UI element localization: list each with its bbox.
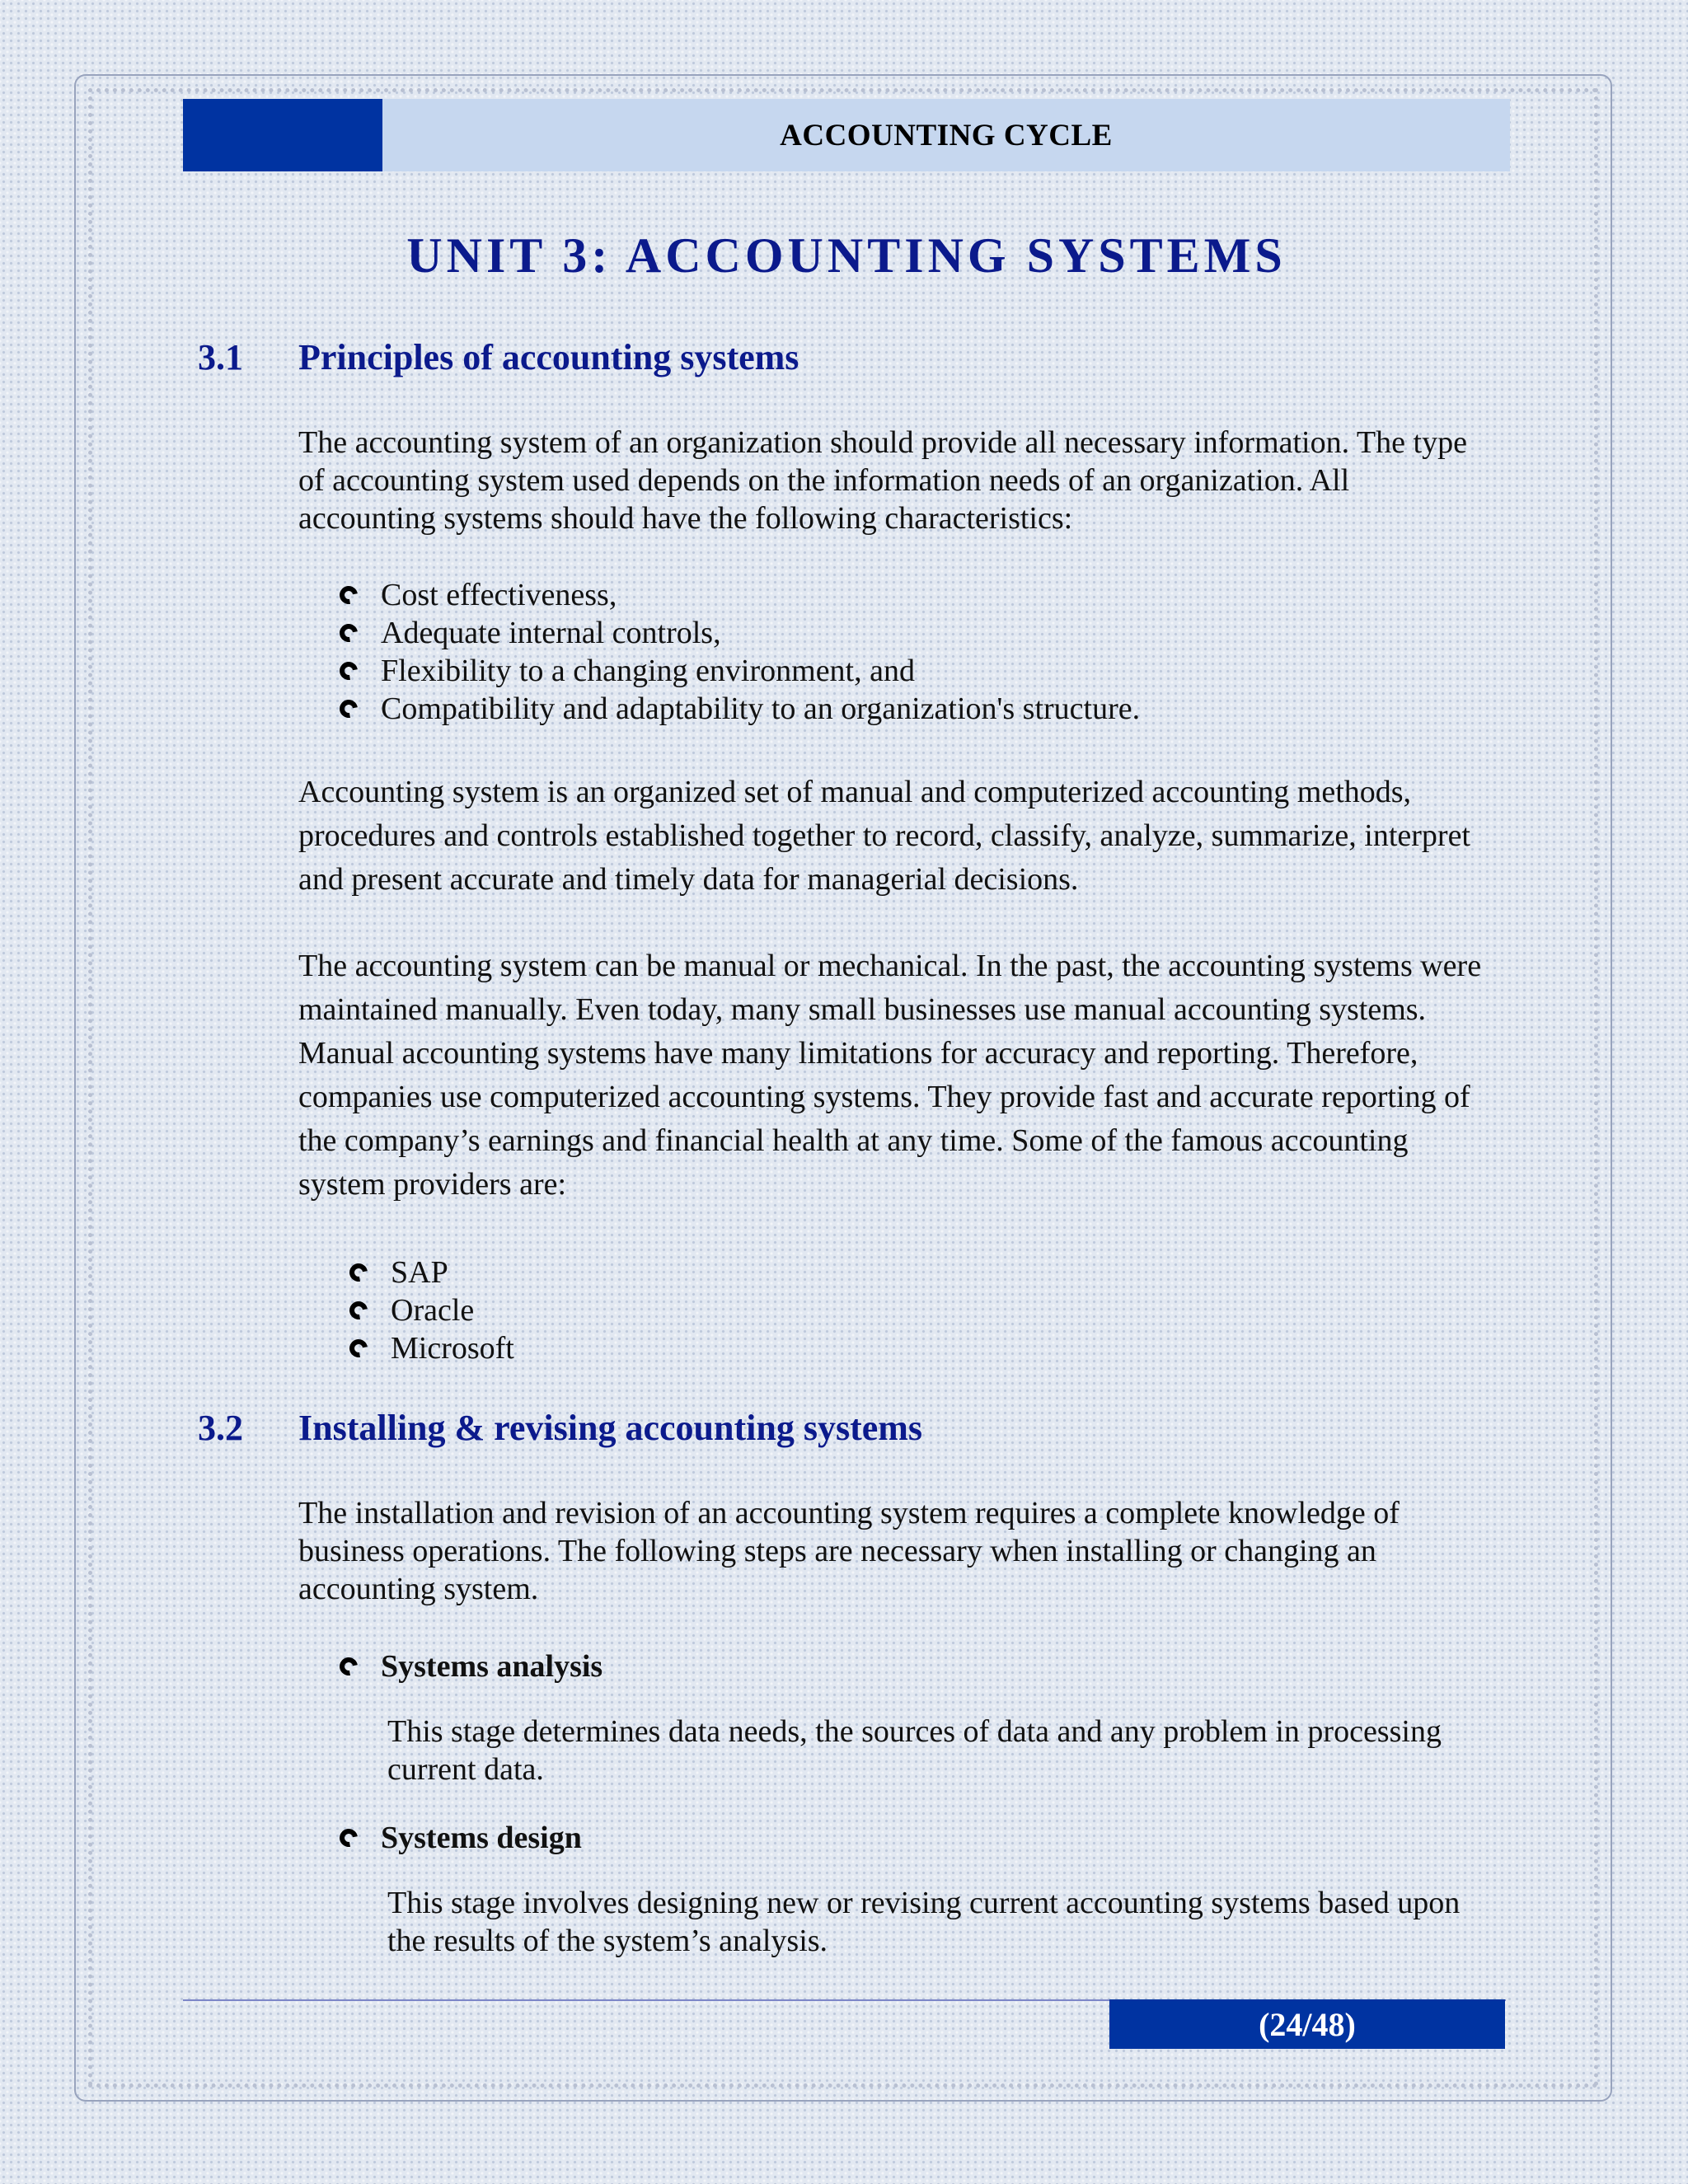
step-heading <box>340 1819 582 1857</box>
header-accent-block <box>183 99 382 171</box>
list-item: Flexibility to a changing environment, and <box>340 652 1140 690</box>
page-number-badge <box>1109 1999 1505 2049</box>
section-title: Principles of accounting systems <box>298 337 799 377</box>
step-description: This stage determines data needs, the sources of data and any problem in processing current data. <box>387 1714 1442 1787</box>
section2-intro: The installation and revision of an accounting system requires a complete knowledge of business operations. The following steps are necessary when installing or changing an accounting system. <box>298 1496 1400 1606</box>
list-item: Systems analysis <box>340 1647 603 1685</box>
bullet-icon <box>336 621 362 646</box>
providers-list <box>349 1254 514 1367</box>
section-title: Installing & revising accounting systems <box>298 1408 923 1448</box>
unit-title: UNIT 3: ACCOUNTING SYSTEMS <box>406 228 1287 283</box>
list-item: Oracle <box>349 1291 514 1329</box>
header-bar <box>382 99 1510 171</box>
list-item: Microsoft <box>349 1329 514 1367</box>
step-description: This stage involves designing new or revising current accounting systems based upon the results of the system’s analysis. <box>387 1886 1461 1958</box>
bullet-icon <box>336 1654 362 1680</box>
bullet-icon <box>336 583 362 608</box>
page-number: (24/48) <box>1259 2005 1356 2043</box>
section-heading-3-2 <box>198 1407 922 1449</box>
accounting-system-definition: Accounting system is an organized set of manual and computerized accounting methods, procedures and controls established together to record, classify, analyze, summarize, interpret and present accurate and timely data for managerial decisions. <box>298 775 1470 897</box>
header-title: ACCOUNTING CYCLE <box>780 118 1113 152</box>
section1-intro: The accounting system of an organization should provide all necessary information. The type of accounting system used depends on the information needs of an organization. All accounting systems should have the following characteristics: <box>298 425 1467 536</box>
step-heading <box>340 1647 603 1685</box>
bullet-icon <box>336 1825 362 1851</box>
list-item: SAP <box>349 1254 514 1291</box>
list-item: Adequate internal controls, <box>340 614 1140 652</box>
characteristics-list <box>340 576 1140 728</box>
list-item: Compatibility and adaptability to an organization's structure. <box>340 690 1140 728</box>
bullet-icon <box>336 696 362 722</box>
bullet-icon <box>336 658 362 684</box>
manual-vs-computerized-paragraph: The accounting system can be manual or mechanical. In the past, the accounting systems were maintained manually. Even today, many small businesses use manual accounting systems. Manual accounting systems have many limitations for accuracy and reporting. Therefore, companies use computerized accounting systems. They provide fast and accurate reporting of the company’s earnings and financial health at any time. Some of the famous accounting system providers are: <box>298 949 1482 1202</box>
bullet-icon <box>346 1298 372 1324</box>
bullet-icon <box>346 1336 372 1361</box>
section-number: 3.2 <box>198 1408 243 1448</box>
section-heading-3-1 <box>198 336 799 378</box>
section-number: 3.1 <box>198 337 243 377</box>
list-item: Systems design <box>340 1819 582 1857</box>
list-item: Cost effectiveness, <box>340 576 1140 614</box>
bullet-icon <box>346 1260 372 1286</box>
